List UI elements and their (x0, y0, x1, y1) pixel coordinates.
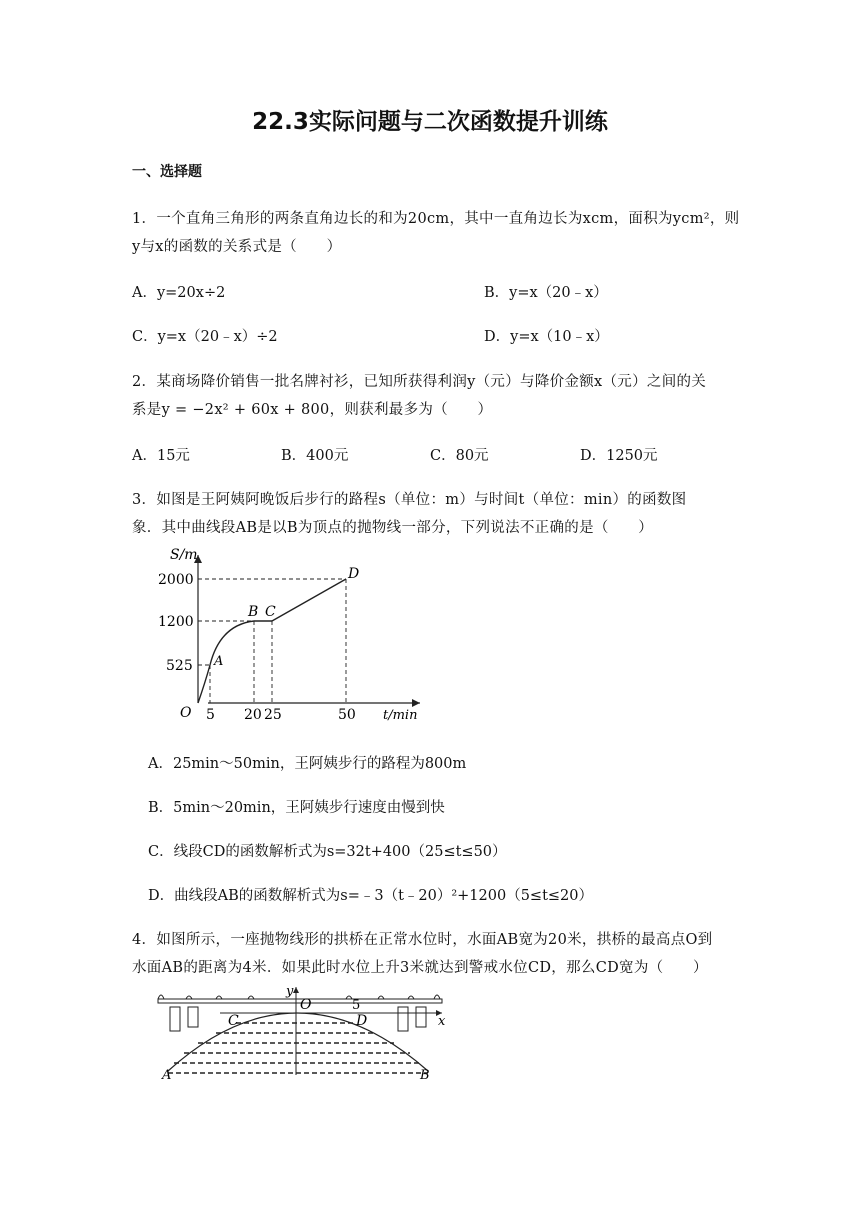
point-c-label: C (228, 1013, 239, 1029)
x-tick-50: 50 (338, 707, 356, 723)
distance-time-graph (150, 545, 430, 725)
point-d-label: D (348, 566, 360, 582)
graph-y-label: S/m (170, 547, 198, 563)
q3-option-a: A．25min～50min，王阿姨步行的路程为800m (148, 756, 467, 772)
q3-option-c: C．线段CD的函数解析式为s=32t+400（25≤t≤50） (148, 844, 507, 860)
q3-option-d: D．曲线段AB的函数解析式为s=﹣3（t﹣20）²+1200（5≤t≤20） (148, 888, 594, 904)
q3-line-2: 象．其中曲线段AB是以B为顶点的抛物线一部分，下列说法不正确的是（ ） (132, 520, 654, 536)
x-tick-25: 25 (264, 707, 282, 723)
q2-option-d: D．1250元 (580, 448, 658, 464)
x-tick-5: 5 (206, 707, 215, 723)
q3-line-1: 3．如图是王阿姨阿晚饭后步行的路程s（单位：m）与时间t（单位：min）的函数图 (132, 492, 687, 508)
y-tick-2000: 2000 (158, 572, 194, 588)
axis-x-label: x (438, 1014, 446, 1029)
point-b-label: B (248, 604, 259, 620)
point-a-label: A (214, 654, 224, 669)
q4-line-1: 4．如图所示，一座抛物线形的拱桥在正常水位时，水面AB宽为20米，拱桥的最高点O到 (132, 932, 713, 948)
y-tick-525: 525 (166, 658, 193, 674)
q3-option-b: B．5min～20min，王阿姨步行速度由慢到快 (148, 800, 445, 816)
axis-y-label: y (286, 985, 294, 999)
x-tick-20: 20 (244, 707, 262, 723)
q2-line-2: 系是y = −2x² + 60x + 800，则获利最多为（ ） (132, 402, 493, 418)
point-a-label: A (162, 1068, 172, 1080)
graph-x-label: t/min (383, 708, 418, 723)
q2-option-c: C．80元 (430, 448, 489, 464)
q1-option-b: B．y=x（20﹣x） (484, 285, 608, 301)
q1-option-c: C．y=x（20﹣x）÷2 (132, 329, 278, 345)
arch-bridge-figure (150, 985, 450, 1080)
point-d-label: D (356, 1013, 368, 1029)
q2-option-b: B．400元 (281, 448, 349, 464)
point-b-label: B (420, 1068, 430, 1080)
q1-option-d: D．y=x（10﹣x） (484, 329, 609, 345)
section-heading: 一、选择题 (132, 164, 202, 180)
q1-line-2: y与x的函数的关系式是（ ） (132, 239, 342, 255)
q4-line-2: 水面AB的距离为4米．如果此时水位上升3米就达到警戒水位CD，那么CD宽为（ ） (132, 960, 708, 976)
y-tick-1200: 1200 (158, 614, 194, 630)
point-c-label: C (265, 604, 276, 620)
scale-5-label: 5 (352, 998, 361, 1013)
document-title: 22.3实际问题与二次函数提升训练 (252, 109, 608, 135)
q2-option-a: A．15元 (132, 448, 190, 464)
q2-line-1: 2．某商场降价销售一批名牌衬衫，已知所获得利润y（元）与降价金额x（元）之间的关 (132, 374, 707, 390)
q1-option-a: A．y=20x÷2 (132, 285, 226, 301)
q1-line-1: 1．一个直角三角形的两条直角边长的和为20cm，其中一直角边长为xcm，面积为ycm²，则 (132, 211, 740, 227)
origin-o-label: O (300, 997, 312, 1013)
graph-origin: O (180, 705, 192, 721)
